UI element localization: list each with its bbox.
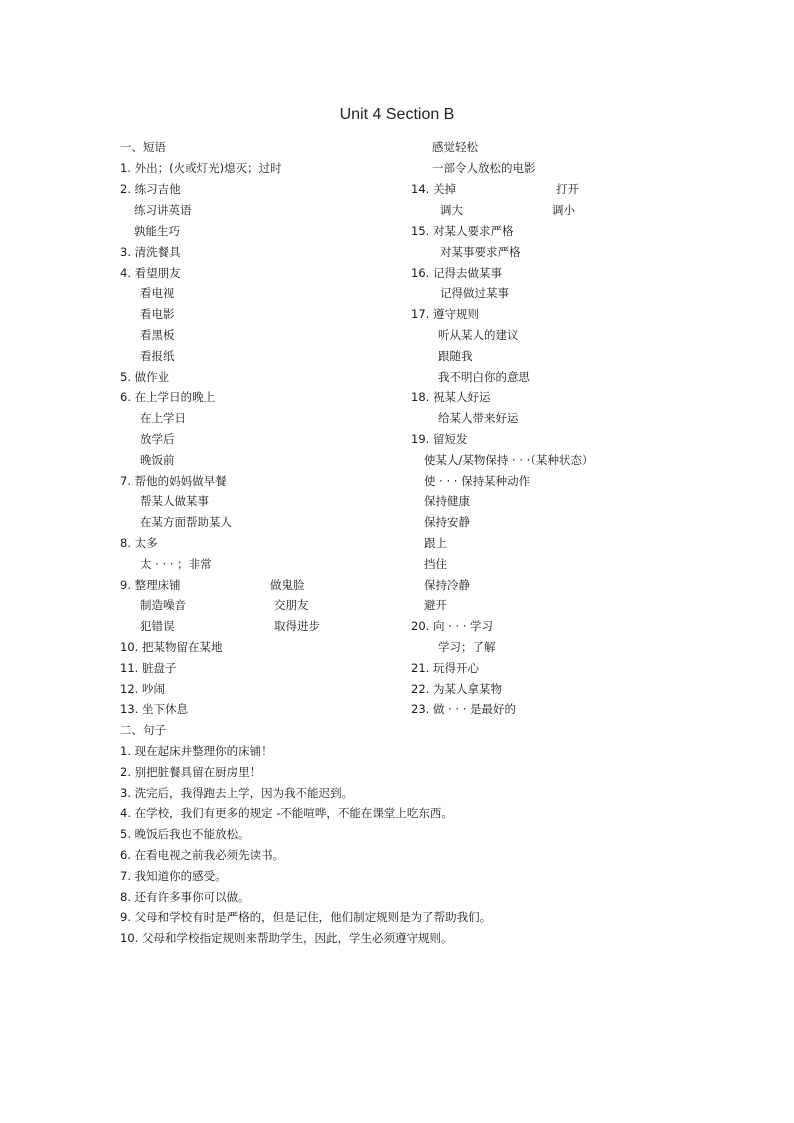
phrase-line: 看报纸 bbox=[140, 349, 175, 363]
sentence-line: 10. 父母和学校指定规则来帮助学生，因此，学生必须遵守规则。 bbox=[120, 931, 453, 945]
phrase-line: 调小 bbox=[552, 203, 575, 217]
phrase-line: 11. 脏盘子 bbox=[120, 661, 177, 675]
phrase-line: 在某方面帮助某人 bbox=[140, 515, 232, 529]
phrase-line: 挡住 bbox=[424, 557, 447, 571]
phrase-line: 对某事要求严格 bbox=[440, 245, 521, 259]
phrase-line: 19. 留短发 bbox=[411, 432, 468, 446]
phrase-line: 4. 看望朋友 bbox=[120, 266, 181, 280]
phrase-line: 犯错误 bbox=[140, 619, 175, 633]
phrase-line: 8. 太多 bbox=[120, 536, 158, 550]
sentence-line: 1. 现在起床并整理你的床铺！ bbox=[120, 744, 273, 758]
phrase-line: 一部令人放松的电影 bbox=[432, 161, 536, 175]
phrase-line: 使 · · · 保持某种动作 bbox=[424, 474, 531, 488]
phrase-line: 17. 遵守规则 bbox=[411, 307, 479, 321]
phrase-line: 打开 bbox=[556, 182, 579, 196]
phrase-line: 跟随我 bbox=[438, 349, 473, 363]
phrase-line: 10. 把某物留在某地 bbox=[120, 640, 223, 654]
phrase-line: 保持健康 bbox=[424, 494, 470, 508]
phrase-line: 1. 外出；(火或灯光)熄灭；过时 bbox=[120, 161, 282, 175]
sentence-line: 7. 我知道你的感受。 bbox=[120, 869, 227, 883]
sentence-line: 6. 在看电视之前我必须先读书。 bbox=[120, 848, 285, 862]
section-heading-phrases: 一、短语 bbox=[120, 140, 166, 154]
phrase-line: 保持安静 bbox=[424, 515, 470, 529]
phrase-line: 6. 在上学日的晚上 bbox=[120, 390, 216, 404]
phrase-line: 学习；了解 bbox=[438, 640, 496, 654]
phrase-line: 做鬼脸 bbox=[270, 578, 305, 592]
phrase-line: 21. 玩得开心 bbox=[411, 661, 479, 675]
phrase-line: 15. 对某人要求严格 bbox=[411, 224, 514, 238]
phrase-line: 放学后 bbox=[140, 432, 175, 446]
phrase-line: 看电视 bbox=[140, 286, 175, 300]
phrase-line: 20. 向 · · · 学习 bbox=[411, 619, 494, 633]
phrase-line: 16. 记得去做某事 bbox=[411, 266, 502, 280]
phrase-line: 23. 做 · · · 是最好的 bbox=[411, 702, 517, 716]
phrase-line: 交朋友 bbox=[274, 598, 309, 612]
sentence-line: 2. 别把脏餐具留在厨房里！ bbox=[120, 765, 262, 779]
phrase-line: 14. 关掉 bbox=[411, 182, 456, 196]
page-title: Unit 4 Section B bbox=[339, 106, 455, 123]
phrase-line: 记得做过某事 bbox=[440, 286, 509, 300]
phrase-line: 孰能生巧 bbox=[134, 224, 180, 238]
phrase-line: 18. 祝某人好运 bbox=[411, 390, 491, 404]
phrase-line: 在上学日 bbox=[140, 411, 186, 425]
sentence-line: 8. 还有许多事你可以做。 bbox=[120, 890, 250, 904]
phrase-line: 听从某人的建议 bbox=[438, 328, 519, 342]
sentence-line: 5. 晚饭后我也不能放松。 bbox=[120, 827, 250, 841]
phrase-line: 太 · · · ；非常 bbox=[140, 557, 212, 571]
phrase-line: 练习讲英语 bbox=[134, 203, 192, 217]
phrase-line: 看电影 bbox=[140, 307, 175, 321]
phrase-line: 22. 为某人拿某物 bbox=[411, 682, 502, 696]
phrase-line: 感觉轻松 bbox=[432, 140, 478, 154]
sentence-line: 4. 在学校，我们有更多的规定 -不能喧哗，不能在课堂上吃东西。 bbox=[120, 806, 453, 820]
phrase-line: 帮某人做某事 bbox=[140, 494, 209, 508]
phrase-line: 给某人带来好运 bbox=[438, 411, 519, 425]
phrase-line: 我不明白你的意思 bbox=[438, 370, 530, 384]
phrase-line: 7. 帮他的妈妈做早餐 bbox=[120, 474, 227, 488]
phrase-line: 2. 练习吉他 bbox=[120, 182, 181, 196]
sentence-line: 3. 洗完后，我得跑去上学，因为我不能迟到。 bbox=[120, 786, 354, 800]
phrase-line: 跟上 bbox=[424, 536, 447, 550]
phrase-line: 取得进步 bbox=[274, 619, 320, 633]
phrase-line: 晚饭前 bbox=[140, 453, 175, 467]
phrase-line: 保持冷静 bbox=[424, 578, 470, 592]
section-heading-sentences: 二、句子 bbox=[120, 723, 166, 737]
phrase-line: 13. 坐下休息 bbox=[120, 702, 188, 716]
sentence-line: 9. 父母和学校有时是严格的，但是记住，他们制定规则是为了帮助我们。 bbox=[120, 910, 492, 924]
phrase-line: 制造噪音 bbox=[140, 598, 186, 612]
phrase-line: 避开 bbox=[424, 598, 447, 612]
phrase-line: 3. 清洗餐具 bbox=[120, 245, 181, 259]
phrase-line: 调大 bbox=[440, 203, 463, 217]
phrase-line: 5. 做作业 bbox=[120, 370, 170, 384]
phrase-line: 看黑板 bbox=[140, 328, 175, 342]
phrase-line: 12. 吵闹 bbox=[120, 682, 165, 696]
phrase-line: 使某人/某物保持 · · ·（某种状态） bbox=[424, 453, 594, 467]
phrase-line: 9. 整理床铺 bbox=[120, 578, 181, 592]
